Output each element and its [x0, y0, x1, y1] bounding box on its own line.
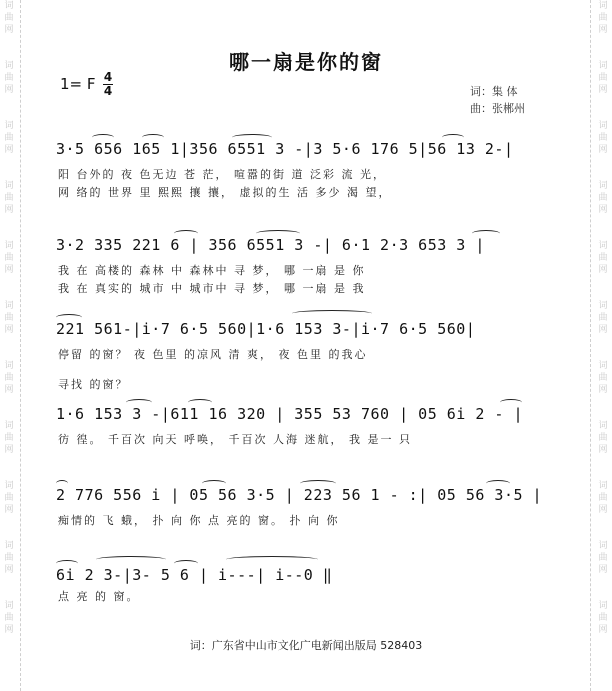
composer-credit: 曲：张郴州 — [470, 102, 525, 115]
watermark-glyph-group: 词 曲 网 — [4, 1, 14, 35]
watermark-glyph-group: 词 曲 网 — [4, 241, 14, 275]
slur — [232, 134, 272, 141]
watermark-glyph-group: 词 曲 网 — [598, 1, 608, 35]
watermark-glyph-group: 词 曲 网 — [4, 541, 14, 575]
slur — [472, 230, 500, 237]
lyric-verse-2: 寻找 的窗？ — [58, 378, 129, 391]
key-signature: 1= F — [60, 75, 96, 93]
tie — [96, 556, 166, 563]
time-signature — [103, 72, 113, 97]
notation-row: 2 776 556 i | 05 56 3·5 | 223 56 1 - :| 05 56 3·5 | — [56, 486, 543, 504]
lyric-verse-2: 网 络的 世界 里 熙熙 攘 攘， 虚拟的生 活 多少 渴 望， — [58, 186, 392, 199]
notation-row: 1·6 153 3 -|611 16 320 | 355 53 760 | 05 6i 2 - | — [56, 405, 524, 423]
lyric-verse-2: 我 在 真实的 城市 中 城市中 寻 梦， 哪 一扇 是 我 — [58, 282, 366, 295]
slur — [188, 399, 212, 406]
notation-row: 3·2 335 221 6 | 356 6551 3 -| 6·1 2·3 653 3 | — [56, 236, 485, 254]
lyric-verse-1: 点 亮 的 窗。 — [58, 590, 140, 603]
slur — [174, 560, 198, 567]
watermark-glyph-group: 词 曲 网 — [4, 301, 14, 335]
notation-row: 3·5 656 165 1|356 6551 3 -|3 5·6 176 5|56 13 2-| — [56, 140, 514, 158]
left-watermark — [2, 0, 16, 660]
slur — [142, 134, 164, 141]
watermark-glyph-group: 词 曲 网 — [4, 181, 14, 215]
watermark-glyph-group: 词 曲 网 — [598, 61, 608, 95]
slur — [56, 314, 82, 321]
watermark-glyph-group: 词 曲 网 — [4, 361, 14, 395]
notation-row: 221 561-|i·7 6·5 560|1·6 153 3-|i·7 6·5 560| — [56, 320, 476, 338]
slur — [486, 480, 510, 487]
watermark-glyph-group: 词 曲 网 — [4, 481, 14, 515]
tie — [226, 556, 318, 563]
watermark-glyph-group: 词 曲 网 — [4, 421, 14, 455]
lyricist-credit: 词：集 体 — [470, 85, 518, 98]
left-margin-guide — [20, 0, 21, 691]
slur — [300, 480, 336, 487]
watermark-glyph-group: 词 曲 网 — [598, 541, 608, 575]
lyric-verse-1: 停留 的窗？ 夜 色里 的凉风 清 爽， 夜 色里 的我心 — [58, 348, 368, 361]
tie — [292, 310, 372, 317]
watermark-glyph-group: 词 曲 网 — [598, 181, 608, 215]
notation-row: 6i 2 3-|3- 5 6 | i---| i--0 ‖ — [56, 566, 333, 584]
slur — [442, 134, 464, 141]
slur — [92, 134, 114, 141]
song-title: 哪一扇是你的窗 — [229, 50, 383, 74]
lyric-verse-1: 彷 徨。 千百次 向天 呼唤， 千百次 人海 迷航， 我 是一 只 — [58, 433, 412, 446]
slur — [202, 480, 226, 487]
meter-bottom: 4 — [103, 84, 113, 98]
right-watermark — [596, 0, 610, 660]
watermark-glyph-group: 词 曲 网 — [598, 301, 608, 335]
lyric-verse-1: 阳 台外的 夜 色无边 苍 茫， 喧嚣的街 道 泛彩 流 光， — [58, 168, 386, 181]
watermark-glyph-group: 词 曲 网 — [598, 601, 608, 635]
meter-top: 4 — [103, 70, 113, 84]
watermark-glyph-group: 词 曲 网 — [598, 361, 608, 395]
right-margin-guide — [590, 0, 591, 691]
slur — [174, 230, 198, 237]
slur — [256, 230, 300, 237]
slur — [126, 399, 152, 406]
slur — [56, 480, 68, 487]
lyric-verse-1: 我 在 高楼的 森林 中 森林中 寻 梦， 哪 一扇 是 你 — [58, 264, 366, 277]
watermark-glyph-group: 词 曲 网 — [4, 601, 14, 635]
lyric-verse-1: 痴情的 飞 蛾， 扑 向 你 点 亮的 窗。 扑 向 你 — [58, 514, 340, 527]
watermark-glyph-group: 词 曲 网 — [4, 61, 14, 95]
slur — [56, 560, 78, 567]
watermark-glyph-group: 词 曲 网 — [598, 481, 608, 515]
watermark-glyph-group: 词 曲 网 — [4, 121, 14, 155]
watermark-glyph-group: 词 曲 网 — [598, 421, 608, 455]
slur — [500, 399, 522, 406]
watermark-glyph-group: 词 曲 网 — [598, 241, 608, 275]
watermark-glyph-group: 词 曲 网 — [598, 121, 608, 155]
publisher-footer: 词：广东省中山市文化广电新闻出版局 528403 — [189, 639, 423, 652]
